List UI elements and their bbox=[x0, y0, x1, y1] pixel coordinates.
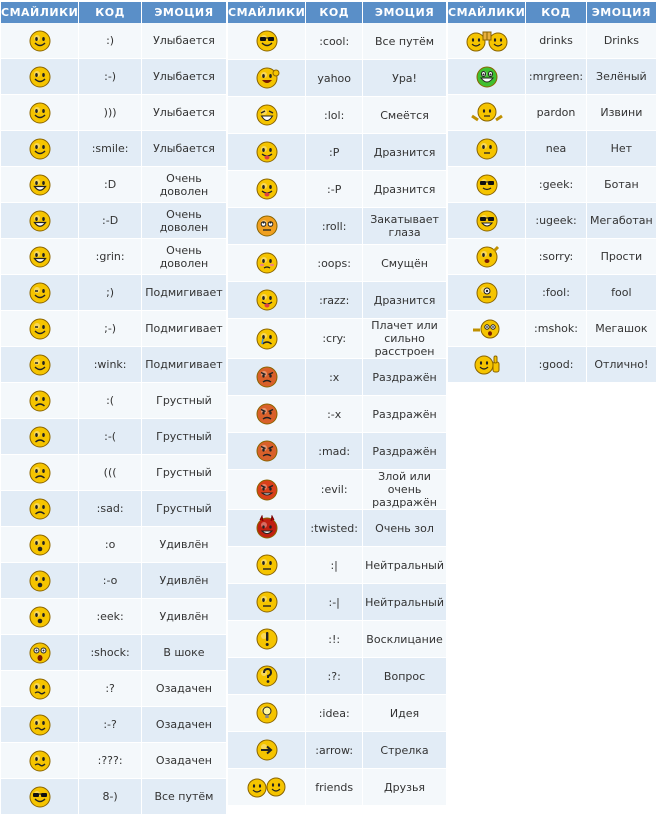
table-row bbox=[1, 95, 227, 131]
table-row bbox=[228, 510, 447, 547]
cool-icon[interactable] bbox=[3, 784, 76, 810]
emotion-cell: Грустный bbox=[142, 419, 227, 455]
header-code: КОД bbox=[79, 2, 142, 23]
razz-icon[interactable] bbox=[230, 139, 303, 165]
emotion-cell: Удивлён bbox=[142, 563, 227, 599]
code-cell: :sorry: bbox=[526, 239, 586, 275]
emotion-cell: Удивлён bbox=[142, 527, 227, 563]
smiley-cell[interactable] bbox=[1, 527, 79, 563]
emotion-cell: Очень доволен bbox=[142, 203, 227, 239]
code-cell: friends bbox=[306, 769, 363, 806]
table-row bbox=[228, 658, 447, 695]
emotion-cell: Смеётся bbox=[363, 97, 447, 134]
table-row bbox=[228, 319, 447, 359]
smiley-cell[interactable] bbox=[1, 563, 79, 599]
smiley-cell[interactable] bbox=[228, 658, 306, 695]
table-row bbox=[228, 433, 447, 470]
table-row bbox=[1, 779, 227, 815]
mad-icon[interactable] bbox=[230, 364, 303, 390]
emotion-cell: Нейтральный bbox=[363, 584, 447, 621]
table-row bbox=[228, 60, 447, 97]
emotion-cell: Улыбается bbox=[142, 59, 227, 95]
smiley-cell[interactable] bbox=[448, 131, 526, 167]
table-row bbox=[1, 491, 227, 527]
code-cell: :mshok: bbox=[526, 311, 586, 347]
table-row bbox=[228, 695, 447, 732]
emotion-cell: Озадачен bbox=[142, 743, 227, 779]
code-cell: :-x bbox=[306, 396, 363, 433]
emotion-cell: Подмигивает bbox=[142, 311, 227, 347]
smiley-cell[interactable] bbox=[448, 59, 526, 95]
code-cell: :-( bbox=[79, 419, 142, 455]
code-cell: :shock: bbox=[79, 635, 142, 671]
smiley-cell[interactable] bbox=[1, 347, 79, 383]
code-cell: 8-) bbox=[79, 779, 142, 815]
emotion-cell: Озадачен bbox=[142, 671, 227, 707]
sad-icon[interactable] bbox=[3, 424, 76, 450]
code-cell: :-D bbox=[79, 203, 142, 239]
emotion-cell: Удивлён bbox=[142, 599, 227, 635]
table-row bbox=[228, 97, 447, 134]
smiley-cell[interactable] bbox=[228, 769, 306, 806]
grin-icon[interactable] bbox=[3, 172, 76, 198]
emotion-cell: Мегашок bbox=[587, 311, 657, 347]
fool-icon[interactable] bbox=[450, 280, 523, 306]
smiley-cell[interactable] bbox=[228, 695, 306, 732]
emotion-cell: Все путём bbox=[142, 779, 227, 815]
shock-icon[interactable] bbox=[3, 640, 76, 666]
emotion-cell: Прости bbox=[587, 239, 657, 275]
smiley-cell[interactable] bbox=[1, 167, 79, 203]
smiley-cell[interactable] bbox=[448, 311, 526, 347]
neutral-icon[interactable] bbox=[230, 589, 303, 615]
code-cell: :???: bbox=[79, 743, 142, 779]
smiley-cell[interactable] bbox=[1, 419, 79, 455]
wink-icon[interactable] bbox=[3, 352, 76, 378]
code-cell: :lol: bbox=[306, 97, 363, 134]
smiley-cell[interactable] bbox=[228, 134, 306, 171]
table-row bbox=[228, 359, 447, 396]
table-row bbox=[228, 245, 447, 282]
twisted-icon[interactable] bbox=[230, 515, 303, 541]
smiley-cell[interactable] bbox=[228, 208, 306, 245]
smiley-cell[interactable] bbox=[1, 239, 79, 275]
smiley-cell[interactable] bbox=[448, 203, 526, 239]
code-cell: :P bbox=[306, 134, 363, 171]
table-row bbox=[448, 59, 657, 95]
emotion-cell: fool bbox=[587, 275, 657, 311]
emotion-cell: Злой или очень раздражён bbox=[363, 470, 447, 510]
emotion-cell: Грустный bbox=[142, 491, 227, 527]
emotion-cell: Стрелка bbox=[363, 732, 447, 769]
smiley-cell[interactable] bbox=[228, 282, 306, 319]
code-cell: :cool: bbox=[306, 23, 363, 60]
smiley-cell[interactable] bbox=[228, 245, 306, 282]
emotion-cell: В шоке bbox=[142, 635, 227, 671]
header-code: КОД bbox=[526, 2, 586, 23]
code-cell: :geek: bbox=[526, 167, 586, 203]
table-row bbox=[1, 23, 227, 59]
code-cell: :? bbox=[79, 671, 142, 707]
table-row bbox=[1, 239, 227, 275]
table-row bbox=[1, 671, 227, 707]
smiley-cell[interactable] bbox=[1, 203, 79, 239]
emotion-cell: Нет bbox=[587, 131, 657, 167]
mad-icon[interactable] bbox=[230, 401, 303, 427]
table-row bbox=[228, 134, 447, 171]
rolleyes-icon[interactable] bbox=[230, 213, 303, 239]
mshok-icon[interactable] bbox=[450, 316, 523, 342]
code-cell: ((( bbox=[79, 455, 142, 491]
emotion-cell: Подмигивает bbox=[142, 275, 227, 311]
cool-icon[interactable] bbox=[230, 28, 303, 54]
table-row bbox=[1, 599, 227, 635]
pardon-icon[interactable] bbox=[450, 100, 523, 126]
smile-icon[interactable] bbox=[3, 64, 76, 90]
header-smileys: СМАЙЛИКИ bbox=[228, 2, 306, 23]
sorry-icon[interactable] bbox=[450, 244, 523, 270]
code-cell: ;-) bbox=[79, 311, 142, 347]
code-cell: :D bbox=[79, 167, 142, 203]
smiley-cell[interactable] bbox=[228, 60, 306, 97]
emotion-cell: Мегаботан bbox=[587, 203, 657, 239]
smiley-cell[interactable] bbox=[1, 383, 79, 419]
smiley-cell[interactable] bbox=[448, 239, 526, 275]
emotion-cell: Очень зол bbox=[363, 510, 447, 547]
drinks-icon[interactable] bbox=[450, 28, 523, 54]
surprised-icon[interactable] bbox=[3, 532, 76, 558]
emotion-cell: Дразнится bbox=[363, 134, 447, 171]
table-row bbox=[448, 239, 657, 275]
smiley-cell[interactable] bbox=[1, 275, 79, 311]
table-row bbox=[228, 584, 447, 621]
emotion-cell: Улыбается bbox=[142, 95, 227, 131]
mrgreen-icon[interactable] bbox=[450, 64, 523, 90]
smiley-cell[interactable] bbox=[1, 743, 79, 779]
table-row bbox=[1, 131, 227, 167]
table-row bbox=[448, 275, 657, 311]
emotion-cell: Подмигивает bbox=[142, 347, 227, 383]
sad-icon[interactable] bbox=[3, 460, 76, 486]
table-row bbox=[1, 59, 227, 95]
smiley-cell[interactable] bbox=[448, 347, 526, 383]
header-code: КОД bbox=[306, 2, 363, 23]
table-row bbox=[228, 282, 447, 319]
emotion-cell: Дразнится bbox=[363, 282, 447, 319]
header-emotion: ЭМОЦИЯ bbox=[142, 2, 227, 23]
ugeek-icon[interactable] bbox=[450, 208, 523, 234]
table-row bbox=[1, 419, 227, 455]
table-row bbox=[448, 95, 657, 131]
code-cell: :x bbox=[306, 359, 363, 396]
code-cell: :smile: bbox=[79, 131, 142, 167]
emotion-cell: Очень доволен bbox=[142, 239, 227, 275]
table-row bbox=[1, 563, 227, 599]
emotion-cell: Раздражён bbox=[363, 396, 447, 433]
code-cell: :oops: bbox=[306, 245, 363, 282]
smiley-cell[interactable] bbox=[228, 510, 306, 547]
smiley-table-3 bbox=[448, 2, 657, 383]
smiley-cell[interactable] bbox=[228, 23, 306, 60]
code-cell: :fool: bbox=[526, 275, 586, 311]
table-row bbox=[448, 203, 657, 239]
code-cell: :?: bbox=[306, 658, 363, 695]
code-cell: pardon bbox=[526, 95, 586, 131]
table-row bbox=[228, 171, 447, 208]
code-cell: :mad: bbox=[306, 433, 363, 470]
table-row bbox=[1, 455, 227, 491]
code-cell: :razz: bbox=[306, 282, 363, 319]
confused-icon[interactable] bbox=[3, 676, 76, 702]
table-row bbox=[228, 769, 447, 806]
question-icon[interactable] bbox=[230, 663, 303, 689]
code-cell: :( bbox=[79, 383, 142, 419]
header-smileys: СМАЙЛИКИ bbox=[1, 2, 79, 23]
code-cell: :-) bbox=[79, 59, 142, 95]
table-row bbox=[228, 208, 447, 245]
emotion-cell: Дразнится bbox=[363, 171, 447, 208]
emotion-cell: Смущён bbox=[363, 245, 447, 282]
emotion-cell: Извини bbox=[587, 95, 657, 131]
table-row bbox=[228, 547, 447, 584]
emotion-cell: Закатывает глаза bbox=[363, 208, 447, 245]
emotion-cell: Вопрос bbox=[363, 658, 447, 695]
smiley-cell[interactable] bbox=[1, 635, 79, 671]
friends-icon[interactable] bbox=[230, 774, 303, 800]
surprised-icon[interactable] bbox=[3, 604, 76, 630]
smiley-cell[interactable] bbox=[228, 732, 306, 769]
smiley-cell[interactable] bbox=[448, 95, 526, 131]
smiley-cell[interactable] bbox=[228, 433, 306, 470]
code-cell: :arrow: bbox=[306, 732, 363, 769]
smiley-cell[interactable] bbox=[1, 59, 79, 95]
neutral-icon[interactable] bbox=[230, 552, 303, 578]
smiley-cell[interactable] bbox=[1, 707, 79, 743]
code-cell: :cry: bbox=[306, 319, 363, 359]
confused-icon[interactable] bbox=[3, 712, 76, 738]
code-cell: yahoo bbox=[306, 60, 363, 97]
table-row bbox=[1, 347, 227, 383]
table-row bbox=[228, 621, 447, 658]
header-smileys: СМАЙЛИКИ bbox=[448, 2, 526, 23]
code-cell: :) bbox=[79, 23, 142, 59]
code-cell: :-P bbox=[306, 171, 363, 208]
code-cell: :| bbox=[306, 547, 363, 584]
emotion-cell: Восклицание bbox=[363, 621, 447, 658]
code-cell: drinks bbox=[526, 23, 586, 59]
emotion-cell: Drinks bbox=[587, 23, 657, 59]
arrow-icon[interactable] bbox=[230, 737, 303, 763]
code-cell: :sad: bbox=[79, 491, 142, 527]
table-row bbox=[1, 167, 227, 203]
emotion-cell: Друзья bbox=[363, 769, 447, 806]
smiley-cell[interactable] bbox=[228, 470, 306, 510]
emotion-cell: Улыбается bbox=[142, 23, 227, 59]
smiley-cell[interactable] bbox=[228, 359, 306, 396]
oops-icon[interactable] bbox=[230, 250, 303, 276]
smiley-cell[interactable] bbox=[1, 23, 79, 59]
smiley-cell[interactable] bbox=[1, 599, 79, 635]
table-row bbox=[228, 470, 447, 510]
emotion-cell: Нейтральный bbox=[363, 547, 447, 584]
emotion-cell: Грустный bbox=[142, 455, 227, 491]
table-row bbox=[1, 743, 227, 779]
good-icon[interactable] bbox=[450, 352, 523, 378]
confused-icon[interactable] bbox=[3, 748, 76, 774]
code-cell: :evil: bbox=[306, 470, 363, 510]
smile-icon[interactable] bbox=[3, 100, 76, 126]
code-cell: :-? bbox=[79, 707, 142, 743]
code-cell: :wink: bbox=[79, 347, 142, 383]
code-cell: :roll: bbox=[306, 208, 363, 245]
smiley-cell[interactable] bbox=[448, 23, 526, 59]
razz-icon[interactable] bbox=[230, 287, 303, 313]
smiley-cell[interactable] bbox=[228, 97, 306, 134]
mad-icon[interactable] bbox=[230, 438, 303, 464]
header-emotion: ЭМОЦИЯ bbox=[363, 2, 447, 23]
grin-icon[interactable] bbox=[3, 208, 76, 234]
header-emotion: ЭМОЦИЯ bbox=[587, 2, 657, 23]
emotion-cell: Зелёный bbox=[587, 59, 657, 95]
emotion-cell: Очень доволен bbox=[142, 167, 227, 203]
code-cell: ;) bbox=[79, 275, 142, 311]
sad-icon[interactable] bbox=[3, 388, 76, 414]
smiley-cell[interactable] bbox=[228, 396, 306, 433]
emotion-cell: Идея bbox=[363, 695, 447, 732]
geek-icon[interactable] bbox=[450, 172, 523, 198]
table-row bbox=[228, 732, 447, 769]
table-row bbox=[1, 707, 227, 743]
code-cell: ))) bbox=[79, 95, 142, 131]
code-cell: :-o bbox=[79, 563, 142, 599]
nea-icon[interactable] bbox=[450, 136, 523, 162]
smiley-cell[interactable] bbox=[448, 167, 526, 203]
code-cell: :ugeek: bbox=[526, 203, 586, 239]
smiley-cell[interactable] bbox=[228, 319, 306, 359]
lol-icon[interactable] bbox=[230, 102, 303, 128]
emotion-cell: Все путём bbox=[363, 23, 447, 60]
code-cell: :good: bbox=[526, 347, 586, 383]
table-row bbox=[448, 311, 657, 347]
table-row bbox=[228, 23, 447, 60]
table-row bbox=[1, 527, 227, 563]
smiley-table-1 bbox=[1, 2, 227, 815]
code-cell: :!: bbox=[306, 621, 363, 658]
emotion-cell: Раздражён bbox=[363, 359, 447, 396]
table-row bbox=[228, 396, 447, 433]
smiley-cell[interactable] bbox=[1, 779, 79, 815]
table-row bbox=[1, 383, 227, 419]
smiley-cell[interactable] bbox=[1, 311, 79, 347]
smile-icon[interactable] bbox=[3, 136, 76, 162]
smiley-cell[interactable] bbox=[1, 491, 79, 527]
table-row bbox=[1, 275, 227, 311]
cry-icon[interactable] bbox=[230, 326, 303, 352]
code-cell: nea bbox=[526, 131, 586, 167]
emotion-cell: Улыбается bbox=[142, 131, 227, 167]
table-row bbox=[1, 311, 227, 347]
evil-icon[interactable] bbox=[230, 477, 303, 503]
smiley-cell[interactable] bbox=[228, 621, 306, 658]
table-row bbox=[1, 635, 227, 671]
emotion-cell: Озадачен bbox=[142, 707, 227, 743]
smiley-cell[interactable] bbox=[228, 584, 306, 621]
table-row bbox=[1, 203, 227, 239]
code-cell: :mrgreen: bbox=[526, 59, 586, 95]
emotion-cell: Раздражён bbox=[363, 433, 447, 470]
smiley-cell[interactable] bbox=[228, 547, 306, 584]
table-row bbox=[448, 23, 657, 59]
smiley-table-2 bbox=[228, 2, 447, 806]
yahoo-icon[interactable] bbox=[230, 65, 303, 91]
smiley-cell[interactable] bbox=[1, 95, 79, 131]
smiley-cell[interactable] bbox=[448, 275, 526, 311]
smile-icon[interactable] bbox=[3, 28, 76, 54]
emotion-cell: Грустный bbox=[142, 383, 227, 419]
exclamation-icon[interactable] bbox=[230, 626, 303, 652]
surprised-icon[interactable] bbox=[3, 568, 76, 594]
code-cell: :eek: bbox=[79, 599, 142, 635]
table-row bbox=[448, 167, 657, 203]
wink-icon[interactable] bbox=[3, 316, 76, 342]
code-cell: :twisted: bbox=[306, 510, 363, 547]
code-cell: :grin: bbox=[79, 239, 142, 275]
code-cell: :idea: bbox=[306, 695, 363, 732]
razz-icon[interactable] bbox=[230, 176, 303, 202]
code-cell: :o bbox=[79, 527, 142, 563]
emotion-cell: Ботан bbox=[587, 167, 657, 203]
wink-icon[interactable] bbox=[3, 280, 76, 306]
emotion-cell: Ура! bbox=[363, 60, 447, 97]
smiley-cell[interactable] bbox=[228, 171, 306, 208]
code-cell: :-| bbox=[306, 584, 363, 621]
sad-icon[interactable] bbox=[3, 496, 76, 522]
emotion-cell: Отлично! bbox=[587, 347, 657, 383]
smiley-cell[interactable] bbox=[1, 671, 79, 707]
table-row bbox=[448, 347, 657, 383]
table-row bbox=[448, 131, 657, 167]
emotion-cell: Плачет или сильно расстроен bbox=[363, 319, 447, 359]
grin-icon[interactable] bbox=[3, 244, 76, 270]
smiley-cell[interactable] bbox=[1, 455, 79, 491]
smiley-cell[interactable] bbox=[1, 131, 79, 167]
idea-icon[interactable] bbox=[230, 700, 303, 726]
